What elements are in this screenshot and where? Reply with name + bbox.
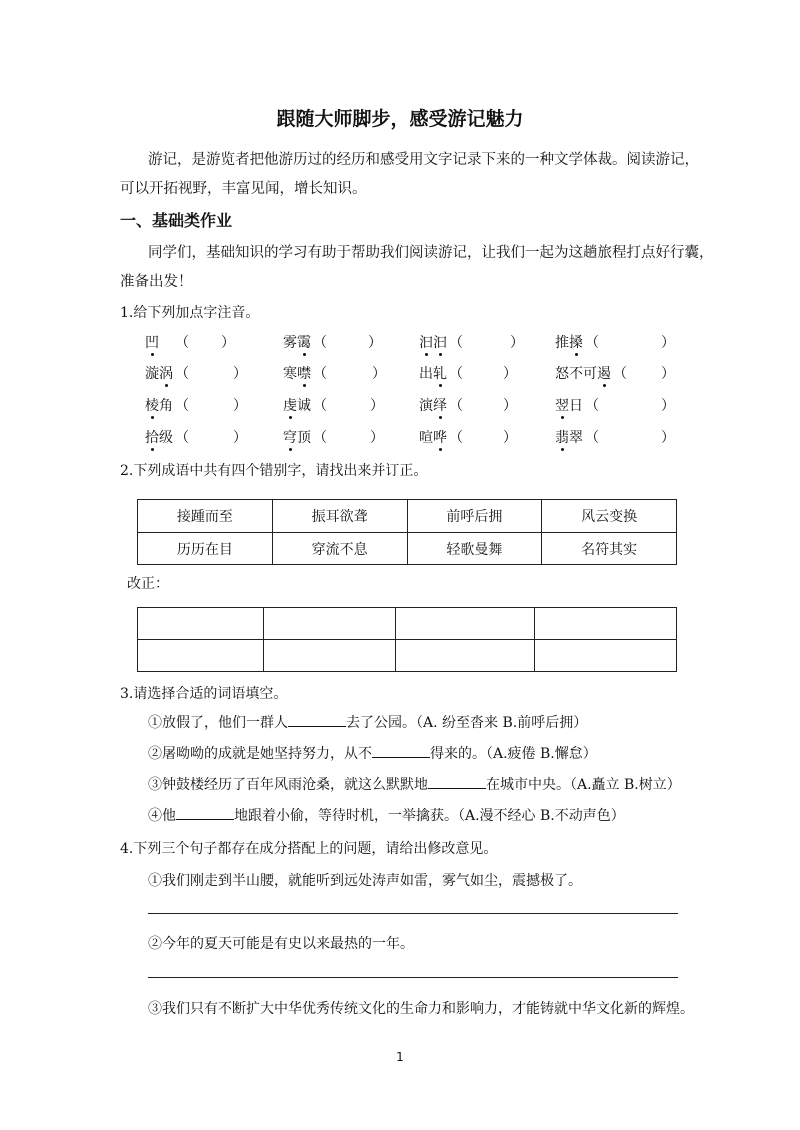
correction-cell[interactable] [264,640,396,672]
paren-open: （ [313,430,327,446]
q3-item-text: ②屠呦呦的成就是她坚持努力，从不 [148,746,372,762]
pinyin-word [555,332,583,352]
dotted-char: 汩 [419,332,433,352]
word-char: 雾 [283,335,297,351]
paren-close: ） [233,398,247,414]
paren-close: ） [661,335,675,351]
paren-open: （ [313,366,327,382]
word-char: 演 [419,398,433,414]
pinyin-word [145,363,173,383]
fill-blank[interactable] [428,774,486,789]
paren-close: ） [233,430,247,446]
word-char: 诚 [297,398,311,414]
answer-line[interactable] [148,977,678,978]
dotted-char: 拾 [145,427,159,447]
paren-open: （ [585,398,599,414]
paren-close: ） [661,398,675,414]
q3-item-text: ③钟鼓楼经历了百年风雨沧桑，就这么默默地 [148,777,428,793]
answer-line[interactable] [148,913,678,914]
fill-blank[interactable] [176,805,234,820]
word-char: 推 [555,335,569,351]
paren-close: ） [233,366,247,382]
dotted-char: 遏 [597,363,611,383]
dotted-char: 穹 [283,427,297,447]
q4-sentence: ②今年的夏天可能是有史以来最热的一年。 [148,936,414,952]
pinyin-word [283,395,311,415]
pinyin-item [145,427,275,447]
idiom-cell: 前呼后拥 [407,500,542,533]
pinyin-row [145,363,675,385]
word-char: 可 [583,366,597,382]
paren-open: （ [175,366,189,382]
pinyin-word [145,427,173,447]
q1-prompt: 1.给下列加点字注音。 [120,305,260,321]
pinyin-item [419,395,549,415]
word-char: 寒 [283,366,297,382]
q3-prompt: 3.请选择合适的词语填空。 [120,686,288,702]
pinyin-word [555,427,583,447]
q4-prompt: 4.下列三个句子都存在成分搭配上的问题，请给出修改意见。 [120,841,498,857]
pinyin-word [283,363,311,383]
pinyin-word [145,395,173,415]
idiom-table [137,499,677,565]
word-char: 怒 [555,366,569,382]
fill-blank[interactable] [372,743,430,758]
idiom-cell: 轻歌曼舞 [407,533,542,565]
dotted-char: 翡 [555,427,569,447]
pinyin-word [145,332,159,352]
pinyin-item [419,363,549,383]
pinyin-item [419,427,549,447]
paren-open: （ [449,335,463,351]
dotted-char: 翌 [555,395,569,415]
dotted-char: 汩 [433,332,447,352]
pinyin-row [145,332,675,354]
correction-row [138,640,677,672]
pinyin-item [283,427,413,447]
word-char: 喧 [419,430,433,446]
paren-close: ） [510,335,524,351]
dotted-char: 搡 [569,332,583,352]
paren-open: （ [585,430,599,446]
dotted-char: 噤 [297,363,311,383]
q4-sentence: ①我们刚走到半山腰，就能听到远处涛声如雷，雾气如尘，震撼极了。 [148,873,582,889]
dotted-char: 棱 [145,395,159,415]
idiom-row [138,500,677,533]
correction-cell[interactable] [264,608,396,640]
paren-close: ） [503,398,517,414]
paren-close: ） [221,335,235,351]
q2-prompt: 2.下列成语中共有四个错别字，请找出来并订正。 [120,463,428,479]
correction-cell[interactable] [396,608,535,640]
word-char: 出 [419,366,433,382]
paren-open: （ [613,366,627,382]
idiom-cell: 接踵而至 [138,500,273,533]
word-char: 漩 [145,366,159,382]
paren-open: （ [449,430,463,446]
q3-item-text: 在城市中央。（A.矗立 B.树立） [486,777,681,793]
section-para-line-2: 准备出发！ [120,274,193,290]
pinyin-word [283,332,311,352]
fill-blank[interactable] [288,712,346,727]
q3-item-text: ①放假了，他们一群人 [148,715,288,731]
pinyin-item [555,363,685,383]
idiom-cell: 历历在目 [138,533,273,565]
pinyin-item [419,332,549,352]
q3-item [148,743,597,763]
paren-open: （ [175,335,189,351]
paren-open: （ [585,335,599,351]
correction-cell[interactable] [535,608,677,640]
intro-line-2: 可以开拓视野，丰富见闻，增长知识。 [120,181,367,197]
page-title: 跟随大师脚步，感受游记魅力 [276,108,524,130]
word-char: 日 [569,398,583,414]
word-char: 角 [159,398,173,414]
correction-cell[interactable] [138,608,264,640]
paren-close: ） [370,430,384,446]
pinyin-row [145,427,675,449]
correction-row [138,608,677,640]
idiom-cell: 风云变换 [542,500,677,533]
pinyin-item [555,427,685,447]
word-char: 翠 [569,430,583,446]
dotted-char: 轧 [433,363,447,383]
q3-item-text: 地跟着小偷，等待时机，一举擒获。（A.漫不经心 B.不动声色） [234,808,625,824]
paren-close: ） [661,430,675,446]
dotted-char: 霭 [297,332,311,352]
correction-cell[interactable] [138,640,264,672]
page-number: 1 [396,1050,404,1064]
paren-open: （ [175,430,189,446]
intro-line-1: 游记，是游览者把他游历过的经历和感受用文字记录下来的一种文学体裁。阅读游记， [148,152,699,168]
pinyin-word [555,395,583,415]
paren-close: ） [503,366,517,382]
word-char: 顶 [297,430,311,446]
paren-close: ） [503,430,517,446]
q3-item [148,774,681,794]
word-char: 不 [569,366,583,382]
pinyin-word [283,427,311,447]
correction-cell[interactable] [396,640,535,672]
pinyin-item [555,395,685,415]
paren-open: （ [313,398,327,414]
pinyin-item [555,332,685,352]
q3-item-text: ④他 [148,808,176,824]
paren-open: （ [449,398,463,414]
paren-open: （ [313,335,327,351]
correction-cell[interactable] [535,640,677,672]
idiom-cell: 振耳欲聋 [272,500,407,533]
paren-open: （ [175,398,189,414]
pinyin-word [555,363,611,383]
q3-item [148,712,587,732]
q3-item-text: 得来的。（A.疲倦 B.懈怠） [430,746,597,762]
pinyin-item [283,395,413,415]
pinyin-word [419,332,447,352]
section-heading: 一、基础类作业 [120,211,233,230]
pinyin-item [283,332,413,352]
pinyin-word [419,363,447,383]
word-char: 级 [159,430,173,446]
idiom-cell: 穿流不息 [272,533,407,565]
pinyin-item [283,363,413,383]
dotted-char: 绎 [433,395,447,415]
correction-label: 改正： [127,576,169,592]
pinyin-item [145,363,275,383]
correction-table [137,607,677,672]
paren-open: （ [449,366,463,382]
dotted-char: 凹 [145,332,159,352]
dotted-char: 涡 [159,363,173,383]
q3-item [148,805,625,825]
pinyin-row [145,395,675,417]
paren-close: ） [661,366,675,382]
section-para-line-1: 同学们，基础知识的学习有助于帮助我们阅读游记，让我们一起为这趟旅程打点好行囊， [148,245,714,261]
pinyin-word [419,427,447,447]
q4-sentence: ③我们只有不断扩大中华优秀传统文化的生命力和影响力，才能铸就中华文化新的辉煌。 [148,1001,694,1017]
paren-close: ） [370,398,384,414]
paren-close: ） [372,366,386,382]
pinyin-item [145,395,275,415]
paren-close: ） [368,335,382,351]
q3-item-text: 去了公园。（A. 纷至沓来 B.前呼后拥） [346,715,588,731]
dotted-char: 哗 [433,427,447,447]
pinyin-item [145,332,275,352]
idiom-row [138,533,677,565]
dotted-char: 虔 [283,395,297,415]
idiom-cell: 名符其实 [542,533,677,565]
pinyin-word [419,395,447,415]
